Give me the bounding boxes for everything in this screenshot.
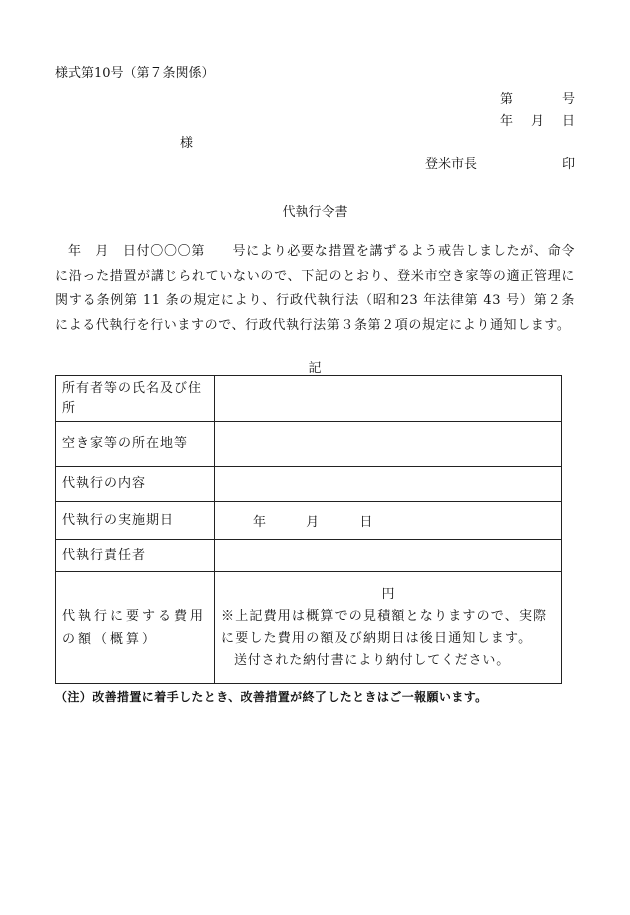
- row-label-responsible: 代執行責任者: [56, 540, 215, 572]
- date-day: 日: [561, 114, 575, 129]
- date-year: 年: [500, 114, 514, 129]
- details-table: [55, 375, 562, 684]
- row-label-content: 代執行の内容: [56, 467, 215, 502]
- document-number-line: [500, 88, 575, 107]
- row-value-date: [215, 502, 562, 540]
- cost-note-payment: 送付された納付書により納付してください。: [234, 652, 511, 668]
- form-number: 様式第10号（第７条関係）: [55, 66, 215, 81]
- seal-mark: 印: [561, 157, 575, 172]
- issue-date-line: [500, 110, 575, 129]
- row-value-responsible: [215, 540, 562, 572]
- row-value-owner: [215, 376, 562, 422]
- row-label-location: 空き家等の所在地等: [56, 422, 215, 467]
- row-value-content: [215, 467, 562, 502]
- row-label-owner: 所有者等の氏名及び住所: [56, 376, 215, 422]
- table-row: [56, 422, 562, 467]
- table-row: [56, 467, 562, 502]
- exec-date-year: 年: [253, 515, 267, 530]
- addressee: 様: [180, 136, 194, 151]
- ki-heading: 記: [308, 361, 322, 376]
- body-paragraph: 年 月 日付〇〇〇第 号により必要な措置を講ずるよう戒告しましたが、命令に沿った措置が講じられていないので、下記のとおり、登米市空き家等の適正管理に関する条例第 11 条の規定により、行政代執行法（昭和23 年法律第 43 号）第２条による代執行を行いますので、行政代執行法第３条第２項の規定により通知します。: [55, 244, 575, 333]
- number-suffix: 号: [561, 92, 575, 107]
- row-label-date: 代執行の実施期日: [56, 502, 215, 540]
- row-value-location: [215, 422, 562, 467]
- table-row: [56, 540, 562, 572]
- date-month: 月: [530, 114, 544, 129]
- table-row: [56, 376, 562, 422]
- cost-yen: 円: [381, 586, 395, 602]
- exec-date-day: 日: [359, 515, 373, 530]
- cost-note-estimate: ※上記費用は概算での見積額となりますので、実際に要した費用の額及び納期日は後日通知します。: [221, 608, 548, 646]
- table-row: [56, 502, 562, 540]
- number-prefix: 第: [500, 92, 514, 107]
- issuer-line: [425, 153, 575, 172]
- row-label-cost: 代執行に要する費用の額（概算）: [56, 572, 215, 684]
- issuer-name: 登米市長: [425, 157, 478, 172]
- footnote: （注）改善措置に着手したとき、改善措置が終了したときはご一報願います。: [55, 690, 488, 704]
- exec-date-month: 月: [306, 515, 320, 530]
- document-title: 代執行令書: [282, 205, 348, 220]
- row-value-cost: [215, 572, 562, 684]
- table-row: [56, 572, 562, 684]
